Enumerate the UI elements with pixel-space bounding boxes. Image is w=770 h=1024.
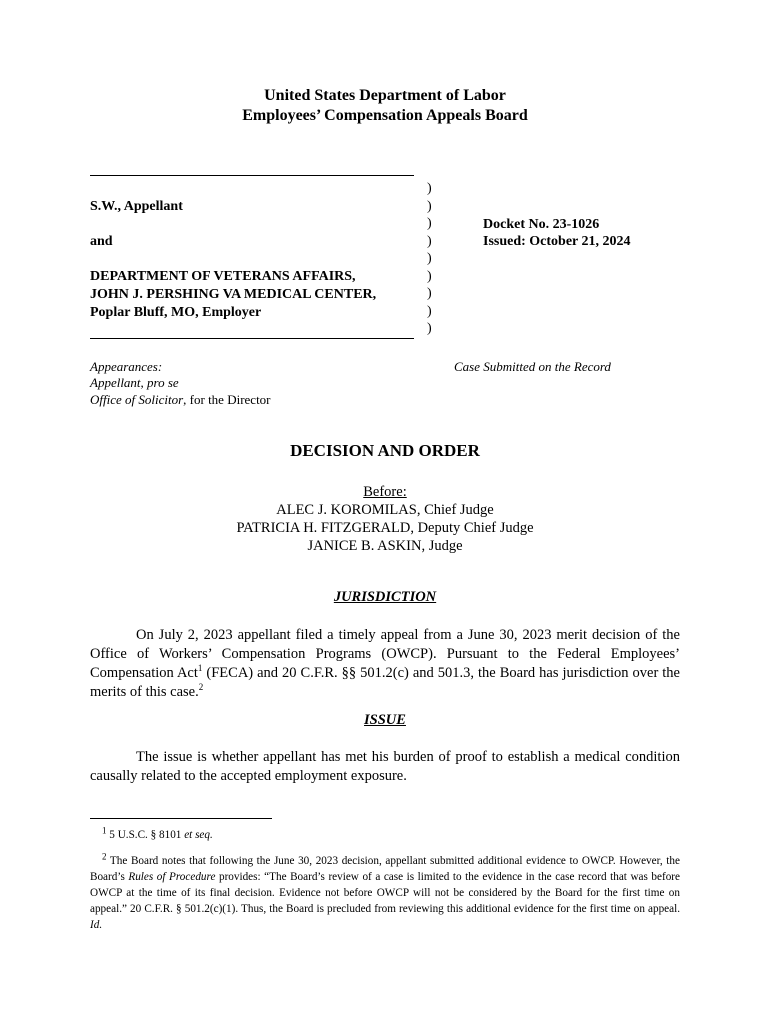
issue-heading: ISSUE <box>364 712 406 728</box>
footnote-2 <box>90 853 680 933</box>
jurisdiction-heading: JURISDICTION <box>333 589 437 605</box>
judge-1: ALEC J. KOROMILAS, Chief Judge <box>276 502 494 518</box>
appearances-label: Appearances: <box>90 359 163 374</box>
footnote-2-italic-b: Id. <box>90 919 103 931</box>
solicitor-office: Office of Solicitor <box>90 392 184 407</box>
jurisdiction-paragraph <box>90 626 680 702</box>
footnote-2-text-a: The Board notes that following the June 30, 2023 decision, appellant submitted additional evidence to OWCP. However, the Board’s <box>90 855 680 883</box>
footnote-1 <box>90 827 680 843</box>
paren: ) <box>427 268 432 284</box>
solicitor-role: , for the Director <box>183 392 271 407</box>
footnote-number-2: 2 <box>102 851 107 862</box>
footnote-2-italic-a: Rules of Procedure <box>128 871 216 883</box>
solicitor-appearance <box>90 392 271 408</box>
employer-line-3: Poplar Bluff, MO, Employer <box>90 305 262 320</box>
case-submitted: Case Submitted on the Record <box>454 359 611 374</box>
paren: ) <box>427 216 432 231</box>
footnote-ref-1: 1 <box>197 663 203 674</box>
appellant-name: S.W., Appellant <box>90 199 183 214</box>
footnote-number-1: 1 <box>102 825 107 836</box>
jurisdiction-text-a: On July 2, 2023 appellant filed a timely appeal from a June 30, 2023 merit decision of the Office of Workers’ Compensation Programs (OWCP). Pursuant to the Federal Employees’ Compensation Act <box>90 627 680 681</box>
judge-3: JANICE B. ASKIN, Judge <box>307 538 463 554</box>
footnote-separator <box>90 818 272 819</box>
caption-bottom-rule <box>90 338 414 339</box>
appellant-appearance: Appellant, pro se <box>90 375 179 390</box>
docket-number: Docket No. 23-1026 <box>483 217 600 232</box>
caption-parens <box>427 180 432 338</box>
footnote-ref-2: 2 <box>198 682 204 693</box>
paren: ) <box>427 251 432 266</box>
issued-date: Issued: October 21, 2024 <box>483 234 631 249</box>
footnote-2-text-b: provides: “The Board’s review of a case is limited to the evidence in the case record that was before OWCP at the time of its final decision. Evidence not before OWCP will not be considered by the Board for the first time on appeal.” 20 C.F.R. § 501.2(c)(1). Thus, the Board is precluded from reviewing this additional evidence for the first time on appeal. <box>90 871 680 915</box>
footnote-1-italic: et seq. <box>184 829 213 841</box>
footnote-1-text: 5 U.S.C. § 8101 <box>109 829 185 841</box>
paren: ) <box>427 321 432 336</box>
board-title: Employees’ Compensation Appeals Board <box>242 107 528 124</box>
paren: ) <box>427 286 432 301</box>
paren: ) <box>427 303 432 319</box>
paren: ) <box>427 198 432 214</box>
jurisdiction-text-b: (FECA) and 20 C.F.R. §§ 501.2(c) and 501.3, the Board has jurisdiction over the merits of this case. <box>90 665 680 700</box>
judge-2: PATRICIA H. FITZGERALD, Deputy Chief Judge <box>236 520 534 536</box>
paren: ) <box>427 233 432 249</box>
decision-title: DECISION AND ORDER <box>290 441 480 460</box>
employer-line-1: DEPARTMENT OF VETERANS AFFAIRS, <box>90 269 356 284</box>
issue-paragraph: The issue is whether appellant has met his burden of proof to establish a medical condition causally related to the accepted employment exposure. <box>90 749 680 784</box>
paren: ) <box>427 181 432 196</box>
employer-line-2: JOHN J. PERSHING VA MEDICAL CENTER, <box>90 287 377 302</box>
before-label: Before: <box>363 484 407 500</box>
agency-title: United States Department of Labor <box>264 87 506 104</box>
and-text: and <box>90 234 113 249</box>
caption-top-rule <box>90 175 414 176</box>
